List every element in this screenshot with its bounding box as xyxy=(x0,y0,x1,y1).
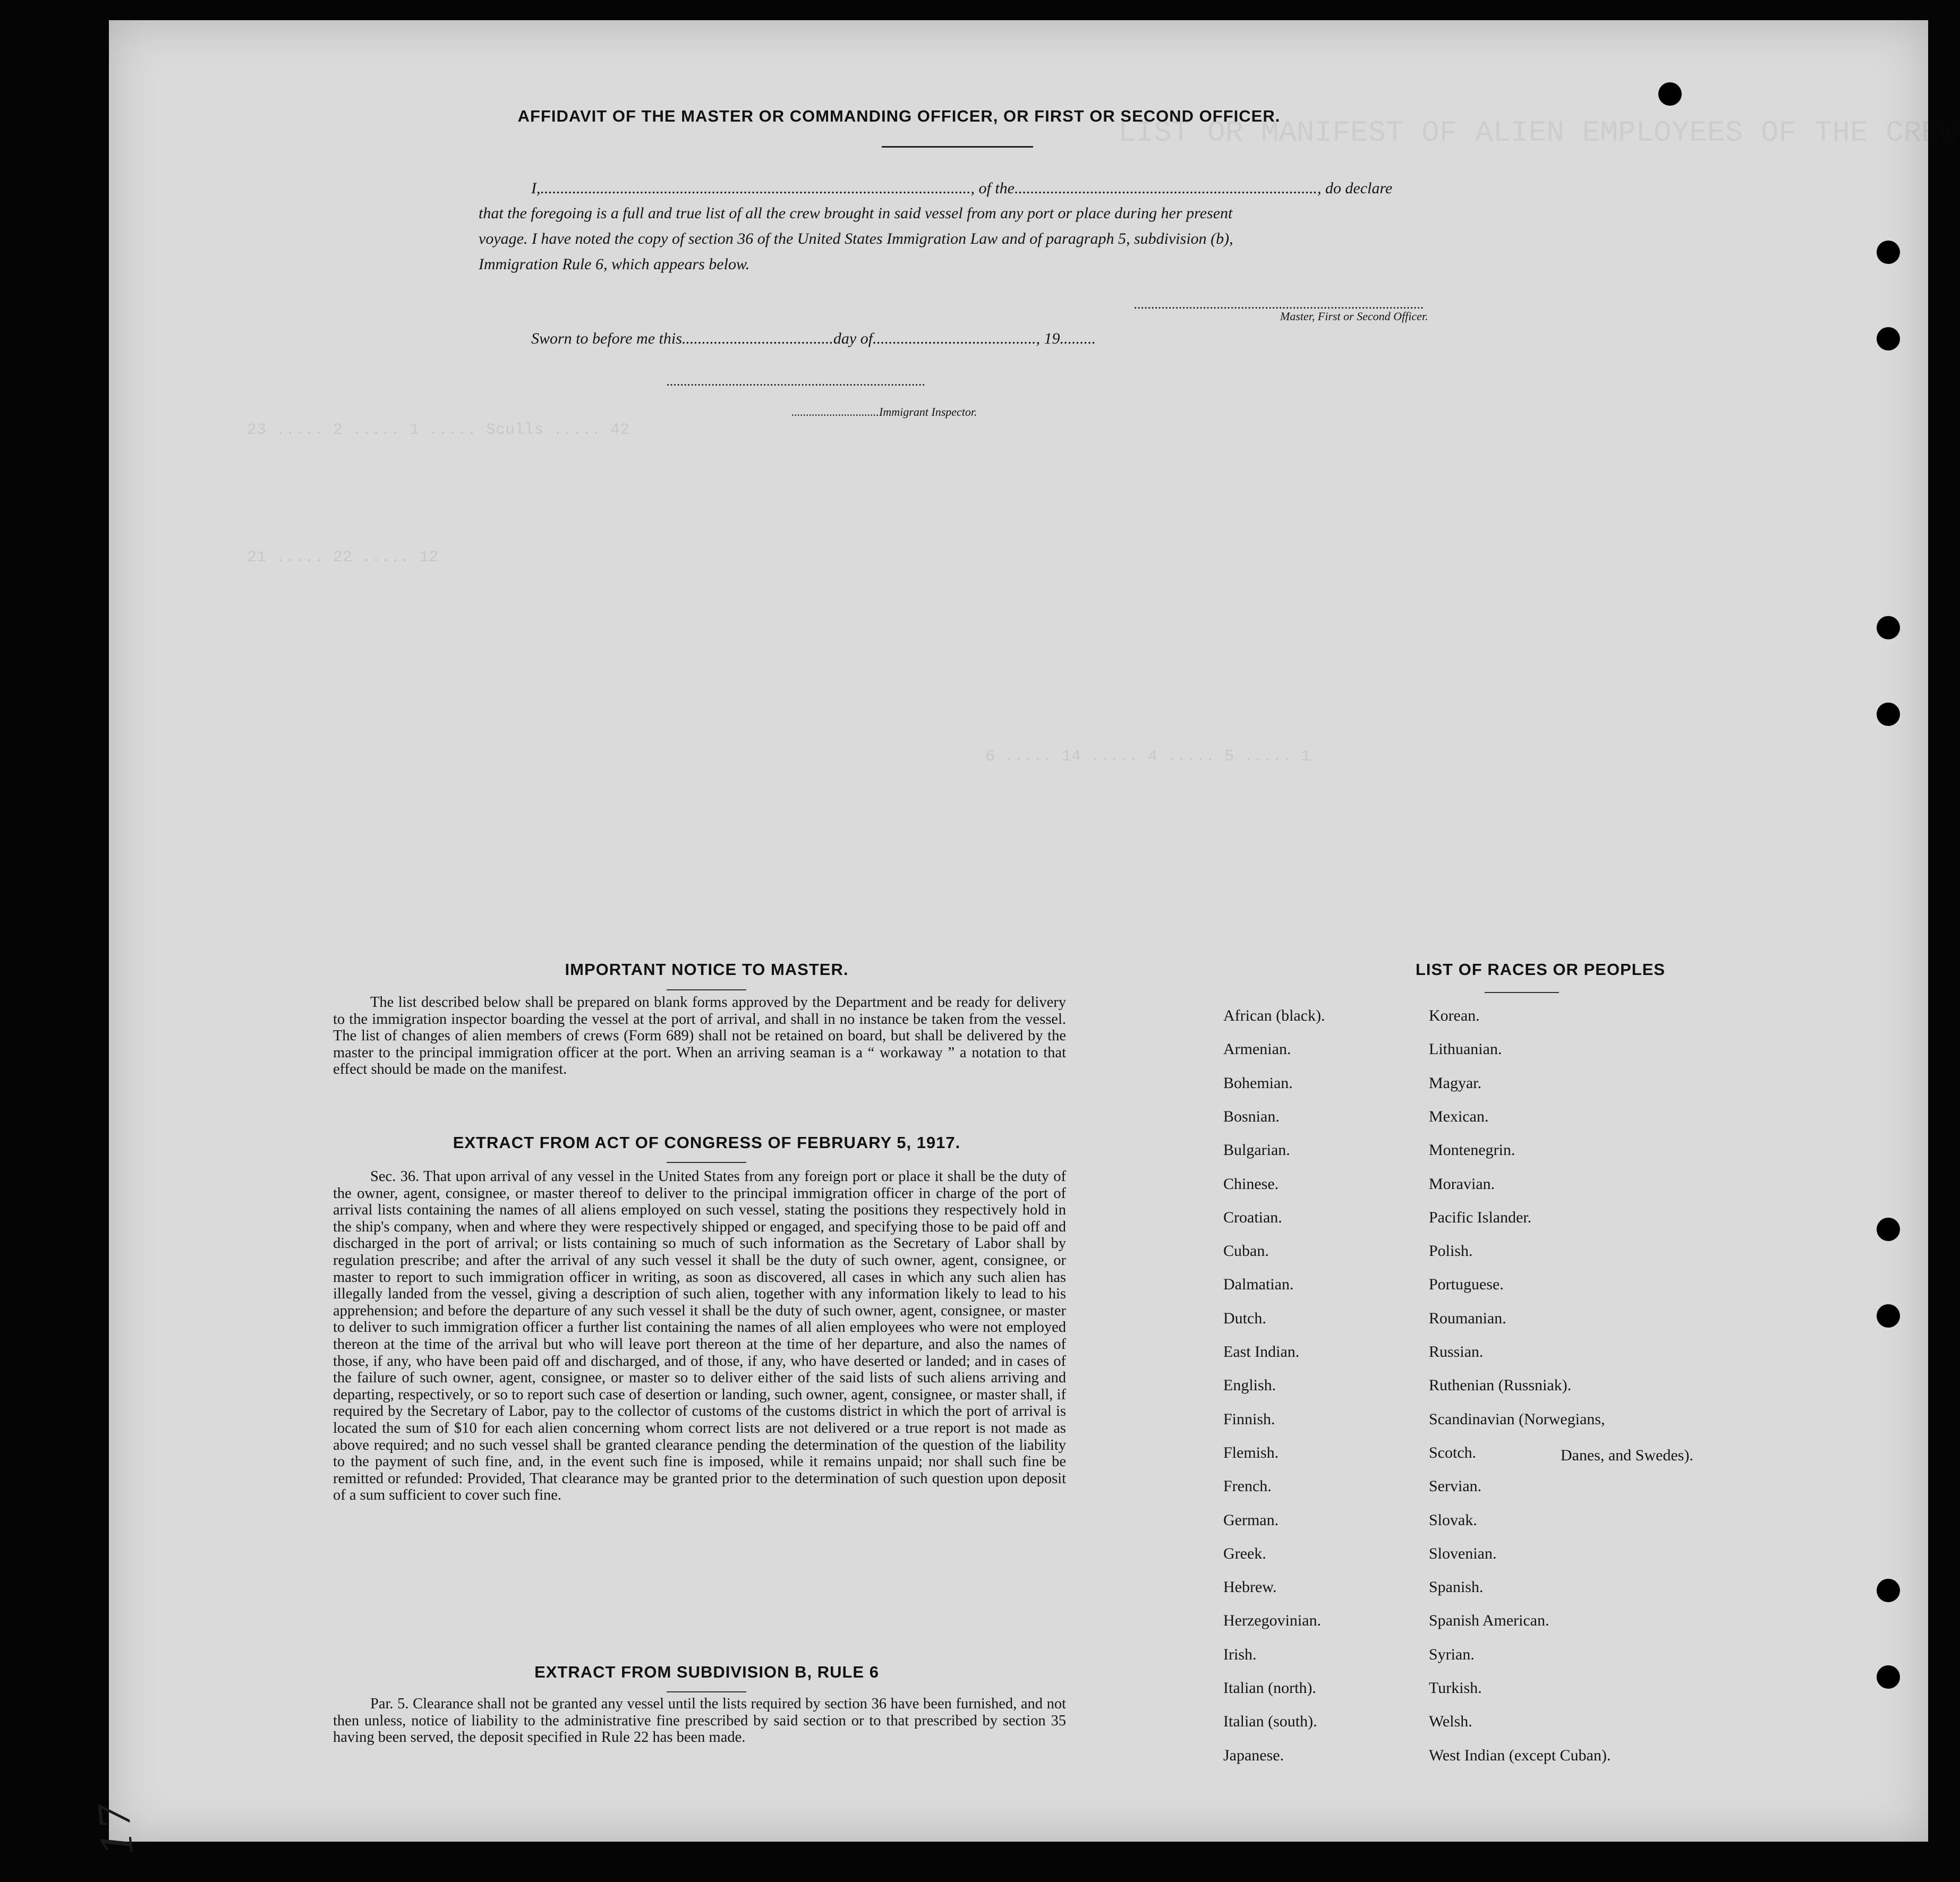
race-item: West Indian (except Cuban). xyxy=(1429,1746,1611,1764)
affidavit-line1-of-the: , of the xyxy=(970,179,1015,197)
act-rule xyxy=(667,1162,746,1163)
bleed-through-text: LIST OR MANIFEST OF ALIEN EMPLOYEES OF THE CREW xyxy=(1118,116,1957,150)
race-item: Lithuanian. xyxy=(1429,1040,1502,1058)
race-item: Russian. xyxy=(1429,1343,1484,1361)
officer-signature-label: Master, First or Second Officer. xyxy=(1280,310,1428,323)
officer-signature-blank[interactable]: .................................................................................... xyxy=(1134,296,1424,312)
master-name-blank[interactable]: ............................................................................................................ xyxy=(540,179,971,197)
punch-hole xyxy=(1877,1665,1900,1689)
punch-hole xyxy=(1658,82,1682,106)
affidavit-line1-end: , do declare xyxy=(1317,179,1393,197)
race-item: Croatian. xyxy=(1223,1208,1282,1226)
race-item: Bosnian. xyxy=(1223,1107,1280,1125)
title-rule xyxy=(882,146,1033,148)
race-item: Hebrew. xyxy=(1223,1578,1277,1596)
race-item: East Indian. xyxy=(1223,1343,1300,1361)
race-item: Portuguese. xyxy=(1429,1276,1504,1294)
races-title: LIST OF RACES OR PEOPLES xyxy=(1415,960,1666,979)
act-title: EXTRACT FROM ACT OF CONGRESS OF FEBRUARY 5, 1917. xyxy=(453,1133,961,1152)
race-scandinavian-continuation: Danes, and Swedes). xyxy=(1561,1447,1693,1464)
race-item: Servian. xyxy=(1429,1477,1482,1495)
affidavit-title: AFFIDAVIT OF THE MASTER OR COMMANDING OFFICER, OR FIRST OR SECOND OFFICER. xyxy=(517,107,1281,125)
notice-title: IMPORTANT NOTICE TO MASTER. xyxy=(565,960,849,979)
punch-hole xyxy=(1877,241,1900,264)
race-item: Roumanian. xyxy=(1429,1309,1506,1327)
punch-hole xyxy=(1877,616,1900,639)
race-item: Dutch. xyxy=(1223,1309,1266,1327)
rule6-text: Par. 5. Clearance shall not be granted any vessel until the lists required by section 36 have been furnished, and not then unless, notice of liability to the administrative fine prescribed by said section or to that prescribed by section 35 having been served, the deposit specified in Rule 22 has been made. xyxy=(333,1696,1066,1746)
inspector-label: ..............................Immigrant Inspector. xyxy=(791,405,977,418)
race-item: Turkish. xyxy=(1429,1679,1482,1697)
punch-hole xyxy=(1877,703,1900,726)
affidavit-line-2: that the foregoing is a full and true list of all the crew brought in said vessel from any port or place during her present xyxy=(479,204,1233,222)
race-item: Slovenian. xyxy=(1429,1544,1497,1562)
race-item: Herzegovinian. xyxy=(1223,1612,1322,1630)
sworn-line: Sworn to before me this......................................day of........................................., 19......... xyxy=(531,330,1096,347)
race-item: Irish. xyxy=(1223,1645,1257,1663)
notice-rule xyxy=(667,989,746,990)
race-item: Scotch. xyxy=(1429,1443,1477,1461)
act-text: Sec. 36. That upon arrival of any vessel in the United States from any foreign port or place it shall be the duty of the owner, agent, consignee, or master thereof to deliver to the principal immigration officer in charge of the port of arrival lists containing the names of all aliens employed on such vessel, stating the positions they respectively hold in the ship's company, when and where they were respectively shipped or engaged, and specifying those to be paid off and discharged in the port of arrival; or lists containing so much of such information as the Secretary of Labor shall by regulation prescribe; and after the arrival of any such vessel it shall be the duty of such owner, agent, consignee, or master to report to such immigration officer in writing, as soon as discovered, all cases in which any such alien has illegally landed from the vessel, giving a description of such alien, together with any information likely to lead to his apprehension; and before the departure of any such vessel it shall be the duty of such owner, agent, consignee, or master to deliver to such immigration officer a further list containing the names of all alien employees who were not employed thereon at the time of the arrival but who will leave port thereon at the time of her departure, and also the names of those, if any, who have been paid off and discharged, and of those, if any, who have deserted or landed; and in cases of the failure of such owner, agent, consignee, or master so to deliver either of the said lists of such aliens arriving and departing, respectively, or so to report such case of desertion or landing, such owner, agent, consignee, or master shall, if required by the Secretary of Labor, pay to the collector of customs of the customs district in which the port of arrival is located the sum of $10 for each alien concerning whom correct lists are not delivered or a true report is not made as above required; and no such vessel shall be granted clearance pending the determination of the question of the liability to the payment of such fine, and, in the event such fine is imposed, while it remains unpaid; nor shall such fine be remitted or refunded: Provided, That clearance may be granted prior to the determination of such question upon deposit of a sum sufficient to cover such fine. xyxy=(333,1168,1066,1504)
race-item: African (black). xyxy=(1223,1007,1325,1024)
affidavit-line-3: voyage. I have noted the copy of section 36 of the United States Immigration Law and of paragraph 5, subdivision (b), xyxy=(479,230,1233,247)
rule6-rule xyxy=(667,1691,746,1692)
punch-hole xyxy=(1877,1304,1900,1328)
vessel-name-blank[interactable]: ............................................................................ xyxy=(1015,179,1317,197)
race-item: Mexican. xyxy=(1429,1107,1489,1125)
punch-hole xyxy=(1877,1218,1900,1241)
affidavit-declare-line xyxy=(531,179,1392,198)
race-item: Italian (north). xyxy=(1223,1679,1316,1697)
race-item: Dalmatian. xyxy=(1223,1276,1294,1294)
affidavit-line1-i: I, xyxy=(531,179,541,197)
race-item: Korean. xyxy=(1429,1007,1480,1024)
race-item: French. xyxy=(1223,1477,1272,1495)
race-item: Bulgarian. xyxy=(1223,1141,1290,1159)
bleed-through-row: 6 ..... 14 ..... 4 ..... 5 ..... 1 xyxy=(985,748,1311,766)
notice-text: The list described below shall be prepared on blank forms approved by the Department and be ready for delivery to the immigration inspector boarding the vessel at the port of arrival, and shall in no instance be taken from the vessel. The list of changes of alien members of crews (Form 689) shall not be retained on board, but shall be delivered by the master to the principal immigration officer at the port. When an arriving seaman is a “ workaway ” a notation to that effect should be made on the manifest. xyxy=(333,994,1066,1078)
race-item: Spanish. xyxy=(1429,1578,1484,1596)
race-item: Finnish. xyxy=(1223,1410,1275,1428)
race-item: Flemish. xyxy=(1223,1443,1279,1461)
race-item: Japanese. xyxy=(1223,1746,1284,1764)
race-item: Pacific Islander. xyxy=(1429,1208,1532,1226)
manifest-page xyxy=(109,20,1957,1842)
races-rule xyxy=(1485,992,1559,993)
bleed-through-row: 23 ..... 2 ..... 1 ..... Sculls ..... 42 xyxy=(247,421,630,439)
margin-page-number: 17 xyxy=(90,1801,143,1858)
race-item: Scandinavian (Norwegians, xyxy=(1429,1410,1605,1428)
inspector-signature-blank[interactable]: ........................................................................... xyxy=(667,373,926,389)
bleed-through-row: 21 ..... 22 ..... 12 xyxy=(247,549,439,567)
race-item: Bohemian. xyxy=(1223,1074,1293,1092)
race-item: Armenian. xyxy=(1223,1040,1291,1058)
affidavit-line-4: Immigration Rule 6, which appears below. xyxy=(479,255,750,273)
race-item: Syrian. xyxy=(1429,1645,1475,1663)
race-item: Italian (south). xyxy=(1223,1713,1317,1731)
race-item: Greek. xyxy=(1223,1544,1266,1562)
race-item: Chinese. xyxy=(1223,1175,1279,1193)
punch-hole xyxy=(1877,327,1900,350)
race-item: English. xyxy=(1223,1376,1276,1395)
race-item: Cuban. xyxy=(1223,1242,1269,1260)
race-item: Polish. xyxy=(1429,1242,1473,1260)
race-item: Moravian. xyxy=(1429,1175,1495,1193)
race-item: Spanish American. xyxy=(1429,1612,1549,1630)
race-item: Ruthenian (Russniak). xyxy=(1429,1376,1572,1395)
race-item: Slovak. xyxy=(1429,1511,1477,1529)
punch-hole xyxy=(1877,1579,1900,1602)
rule6-title: EXTRACT FROM SUBDIVISION B, RULE 6 xyxy=(534,1663,879,1681)
race-item: Montenegrin. xyxy=(1429,1141,1515,1159)
race-item: Magyar. xyxy=(1429,1074,1482,1092)
race-item: Welsh. xyxy=(1429,1713,1472,1731)
race-item: German. xyxy=(1223,1511,1279,1529)
